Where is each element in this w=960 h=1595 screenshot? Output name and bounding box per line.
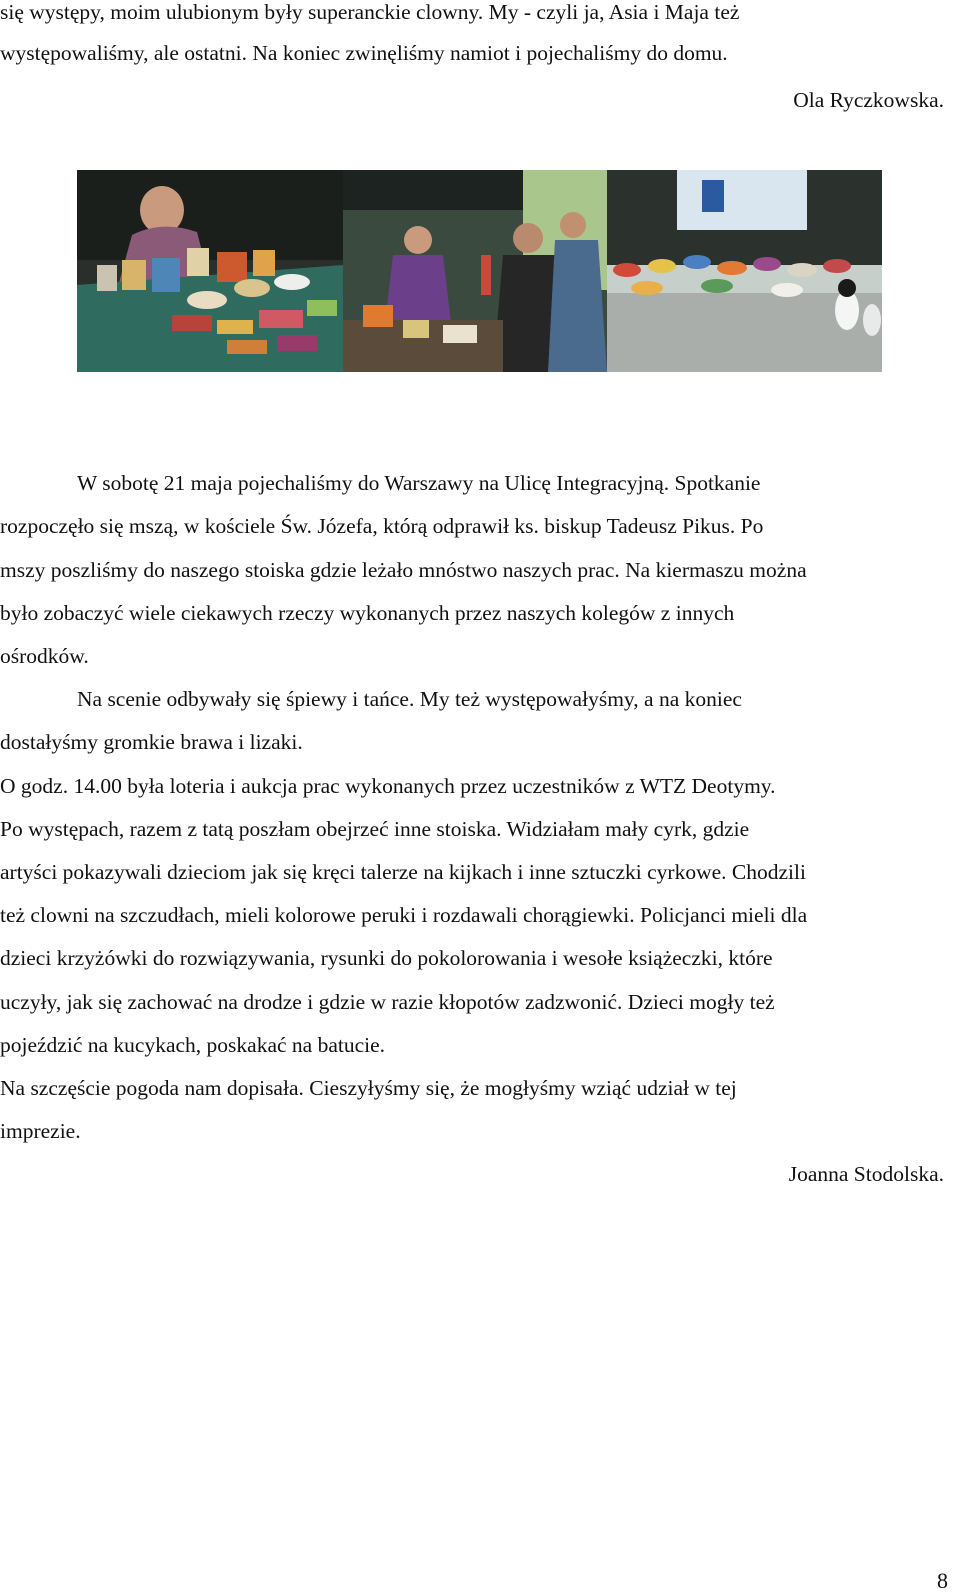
top-text-line-1: się występy, moim ulubionym były superanckie clowny. My - czyli ja, Asia i Maja też	[0, 0, 740, 24]
article-line-7: dostałyśmy gromkie brawa i lizaki.	[0, 730, 303, 754]
top-text-line-2: występowaliśmy, ale ostatni. Na koniec zwinęliśmy namiot i pojechaliśmy do domu.	[0, 41, 728, 65]
article-line-6: Na scenie odbywały się śpiewy i tańce. My też występowałyśmy, a na koniec	[77, 687, 742, 711]
signature-joanna: Joanna Stodolska.	[788, 1162, 944, 1186]
article-line-2: rozpoczęło się mszą, w kościele Św. Józefa, którą odprawił ks. biskup Tadeusz Pikus. Po	[0, 514, 764, 538]
article-line-10: artyści pokazywali dzieciom jak się kręci talerze na kijkach i inne sztuczki cyrkowe. Chodzili	[0, 860, 806, 884]
signature-ola: Ola Ryczkowska.	[793, 88, 944, 112]
article-line-8: O godz. 14.00 była loteria i aukcja prac wykonanych przez uczestników z WTZ Deotymy.	[0, 774, 776, 798]
article-line-14: pojeździć na kucykach, poskakać na batucie.	[0, 1033, 386, 1057]
article-line-15: Na szczęście pogoda nam dopisała. Cieszyłyśmy się, że mogłyśmy wziąć udział w tej	[0, 1076, 737, 1100]
article-line-5: ośrodków.	[0, 644, 89, 668]
photo-bowls-table	[607, 170, 882, 372]
page-number: 8	[937, 1568, 948, 1593]
photo-craft-stall-woman	[77, 170, 343, 372]
article-line-12: dzieci krzyżówki do rozwiązywania, rysunki do pokolorowania i wesołe książeczki, które	[0, 946, 773, 970]
article-line-1: W sobotę 21 maja pojechaliśmy do Warszawy na Ulicę Integracyjną. Spotkanie	[77, 471, 761, 495]
article-line-16: imprezie.	[0, 1119, 81, 1143]
photo-crowd-at-stall	[343, 170, 607, 372]
article-line-3: mszy poszliśmy do naszego stoiska gdzie leżało mnóstwo naszych prac. Na kiermaszu można	[0, 558, 807, 582]
article-line-11: też clowni na szczudłach, mieli kolorowe peruki i rozdawali chorągiewki. Policjanci mieli dla	[0, 903, 808, 927]
article-line-13: uczyły, jak się zachować na drodze i gdzie w razie kłopotów zadzwonić. Dzieci mogły też	[0, 990, 775, 1014]
article-line-4: było zobaczyć wiele ciekawych rzeczy wykonanych przez naszych kolegów z innych	[0, 601, 735, 625]
photo-strip	[77, 170, 882, 372]
article-line-9: Po występach, razem z tatą poszłam obejrzeć inne stoiska. Widziałam mały cyrk, gdzie	[0, 817, 750, 841]
